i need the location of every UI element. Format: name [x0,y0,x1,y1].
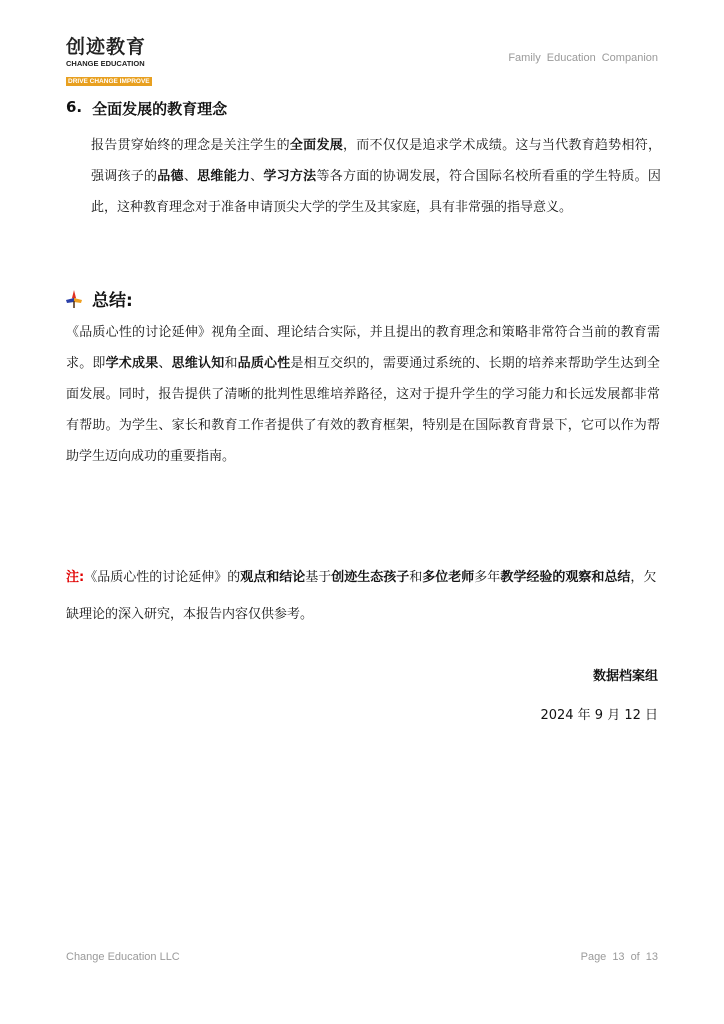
bold-phrase: 创迹生态孩子 [331,570,410,585]
text-run: 、 [158,356,172,371]
header-subtitle: Family Education Companion [508,52,658,64]
bold-phrase: 品德 [157,169,184,184]
page-current: 13 [612,951,625,963]
text-run: 、 [250,169,264,184]
bold-phrase: 多位老师 [422,570,475,585]
text-run: 和 [409,570,423,585]
footer-company: Change Education LLC [66,951,180,963]
summary-title: 总结: [92,291,133,311]
text-run: 基于 [305,570,332,585]
bold-phrase: 观点和结论 [240,570,306,585]
note-paragraph [66,559,660,633]
text-run: 报告贯穿始终的理念是关注学生的 [91,138,290,153]
bold-phrase: 教学经验的观察和总结 [500,570,631,585]
logo-english-name: CHANGE EDUCATION [66,59,145,68]
bold-phrase: 思维认知 [171,356,225,371]
section-heading [66,98,227,119]
section-number: 6. [66,98,83,116]
page-number [581,951,658,963]
text-run: 多年 [474,570,501,585]
bold-phrase: 全面发展 [289,138,343,153]
pin-marker-icon [64,289,84,309]
text-run: ，而不仅仅是追求学术成绩。这与当代教育趋势相符，强调孩子的 [91,138,661,184]
logo-chinese-name: 创迹教育 [66,36,147,58]
text-run: ，欠缺理论的深入研究，本报告内容仅供参考。 [66,570,657,622]
bold-phrase: 学习方法 [263,169,317,184]
bold-phrase: 学术成果 [105,356,159,371]
signature: 数据档案组 [592,669,658,684]
bold-phrase: 思维能力 [197,169,251,184]
section-title: 全面发展的教育理念 [92,100,228,118]
page-total: 13 [645,951,658,963]
logo-tagline: DRIVE CHANGE IMPROVE [68,78,150,85]
summary-heading [64,286,133,311]
note-label: 注: [66,570,85,585]
page-label: Page [580,951,607,963]
document-date: 2024 年 9 月 12 日 [540,708,658,723]
summary-paragraph [66,317,660,472]
note-body [66,570,656,622]
page-of: of [630,951,640,963]
text-run: 等各方面的协调发展，符合国际名校所看重的学生特质。因此，这种教育理念对于准备申请顶尖大学的学生及其家庭，具有非常强的指导意义。 [91,169,661,215]
text-run: 是相互交织的，需要通过系统的、长期的培养来帮助学生达到全面发展。同时，报告提供了清晰的批判性思维培养路径，这对于提升学生的学习能力和长远发展都非常有帮助。为学生、家长和教育工作者提供了有效的教育框架，特别是在国际教育背景下，它可以作为帮助学生迈向成功的重要指南。 [66,356,660,464]
section-paragraph [91,130,661,223]
bold-phrase: 品质心性 [237,356,291,371]
company-logo [66,36,158,87]
text-run: 《品质心性的讨论延伸》视角全面、理论结合实际，并且提出的教育理念和策略非常符合当前的教育需求。即 [66,325,660,371]
text-run: 、 [183,169,198,184]
text-run: 和 [224,356,238,371]
text-run: 《品质心性的讨论延伸》的 [84,570,241,585]
